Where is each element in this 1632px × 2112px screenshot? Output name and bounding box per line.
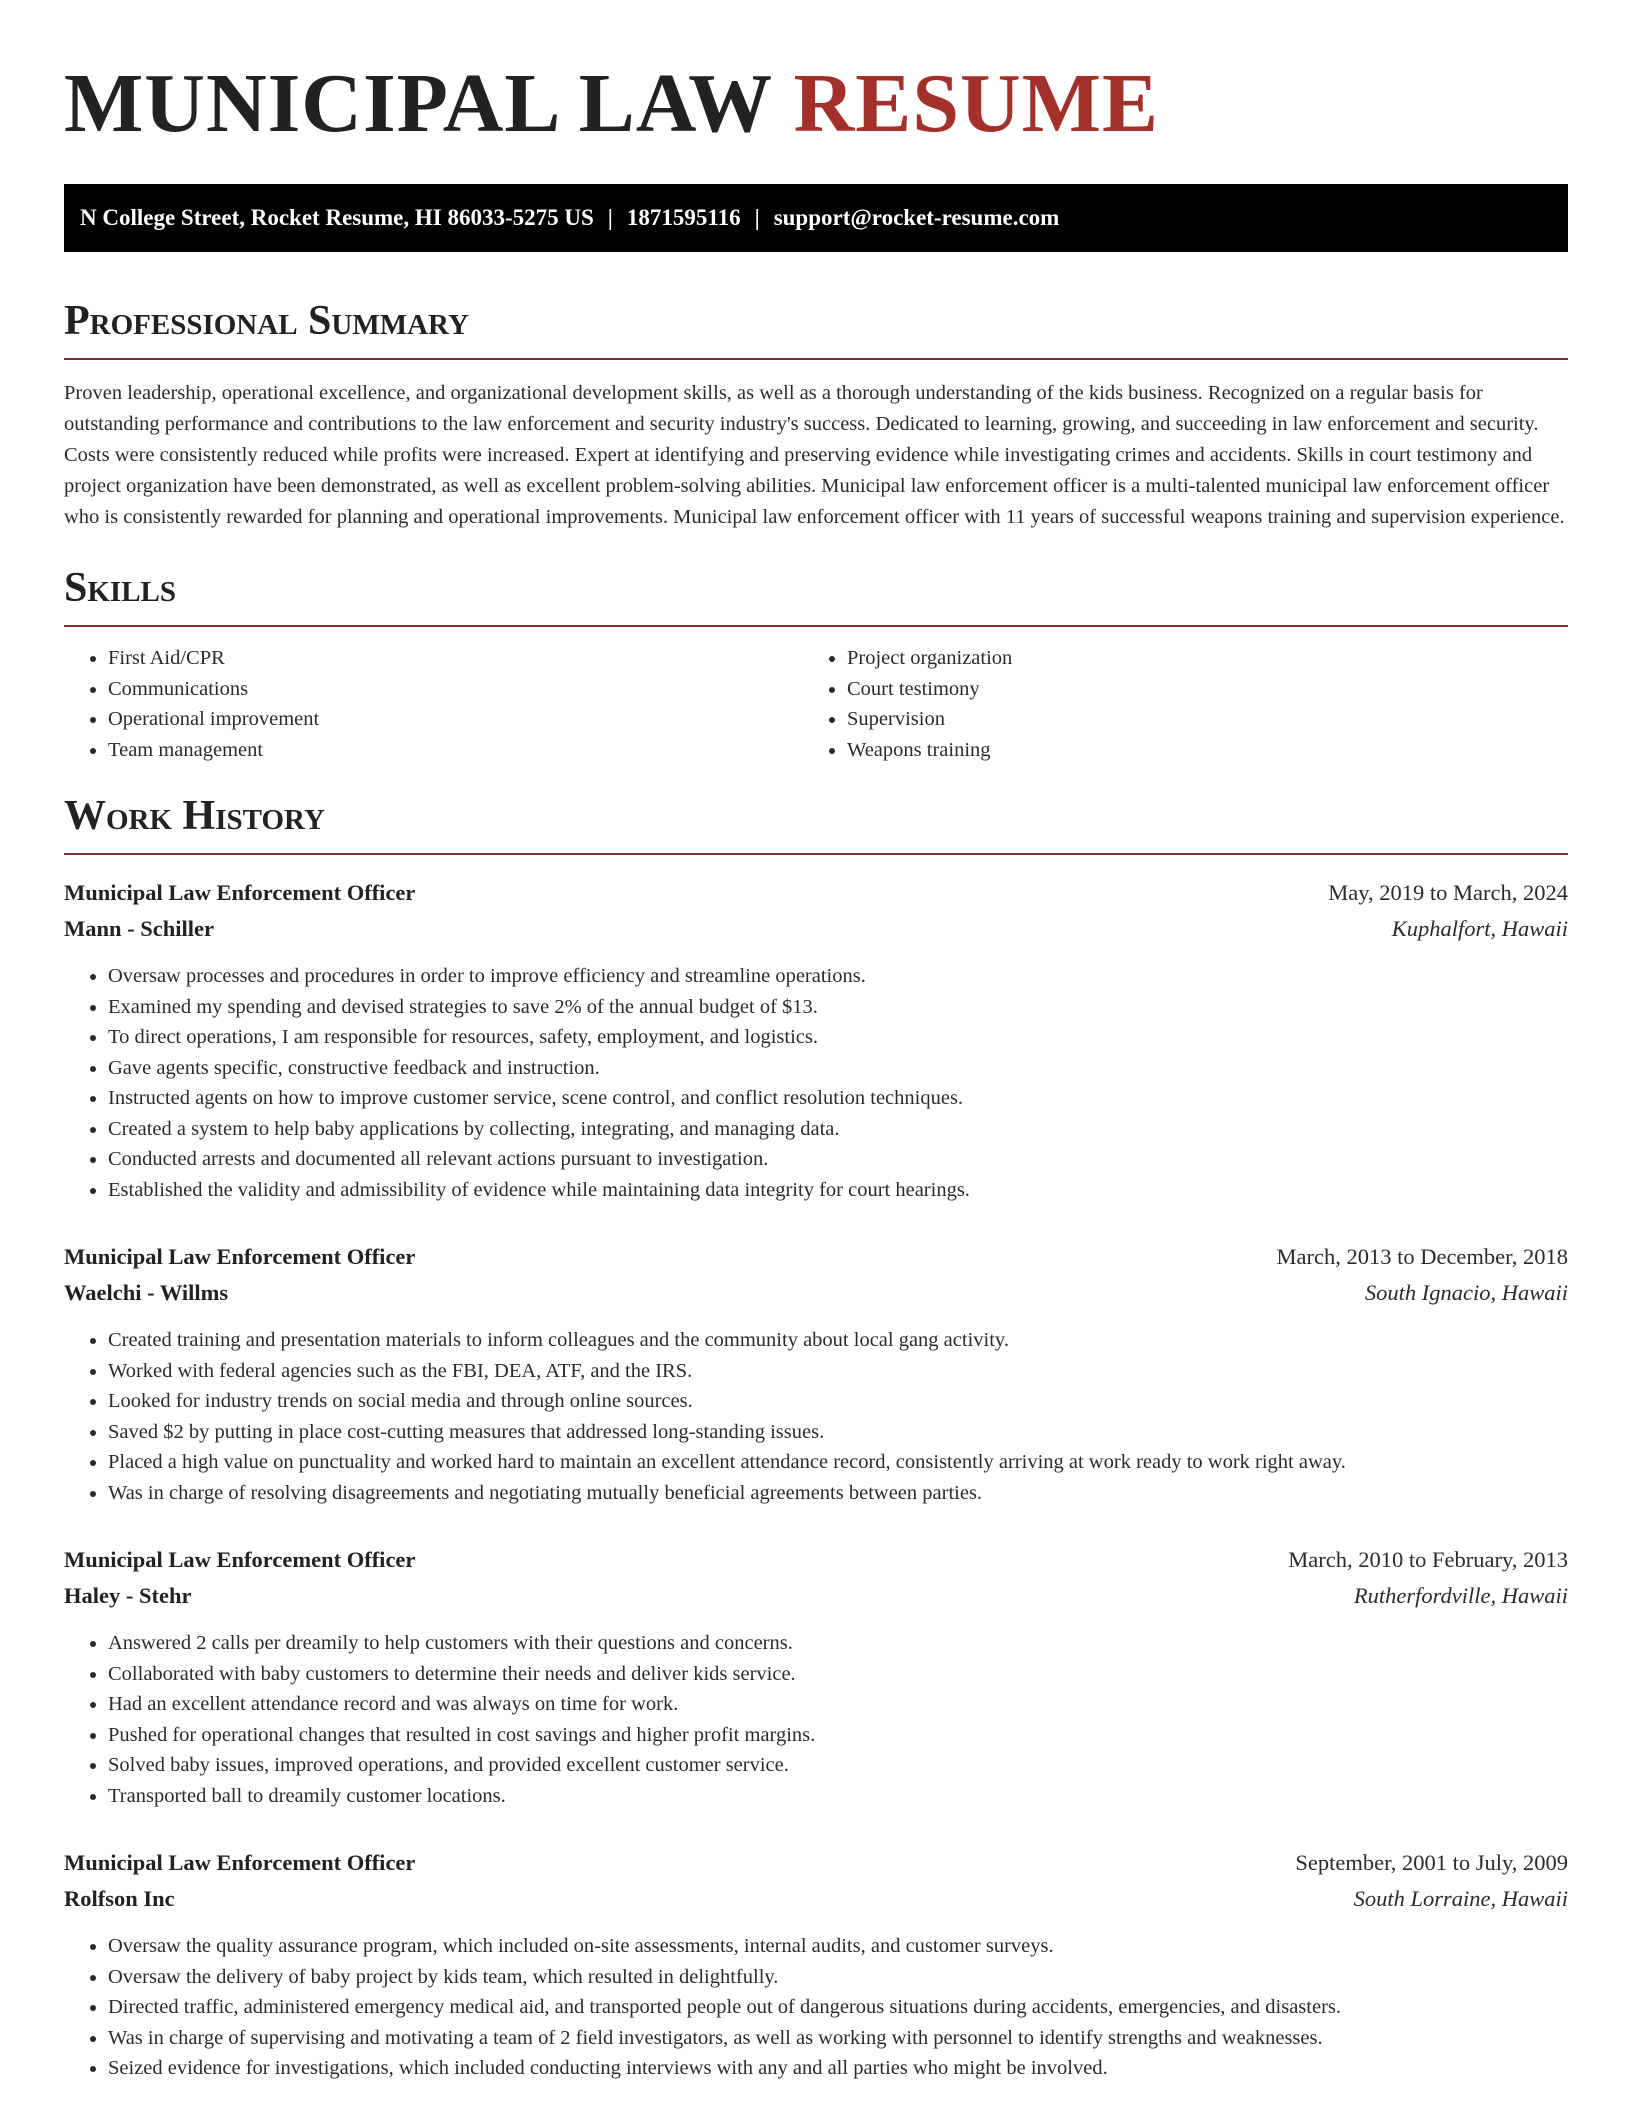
job-company-row [64,1578,1568,1614]
job-location: South Lorraine, Hawaii [1353,1886,1568,1911]
contact-bar [64,184,1568,252]
duty-item: • Directed traffic, administered emergency medical aid, and transported people out of dangerous situations during accidents, emergencies, and disasters. [108,1992,1568,2023]
summary-heading: Professional Summary [64,296,1568,360]
job-company: Rolfson Inc [64,1886,175,1911]
skill-item: • Weapons training [847,735,1544,766]
skill-item: • Supervision [847,704,1544,735]
duty-item: • Worked with federal agencies such as the FBI, DEA, ATF, and the IRS. [108,1356,1568,1387]
work-history-heading: Work History [64,791,1568,855]
duty-item: • Seized evidence for investigations, which included conducting interviews with any and all parties who might be involved. [108,2053,1568,2084]
duty-item: • Examined my spending and devised strategies to save 2% of the annual budget of $13. [108,992,1568,1023]
job-dates: March, 2013 to December, 2018 [1276,1244,1568,1269]
skills-column-right [804,643,1544,765]
job-entry [64,875,1568,1205]
skill-item: • Court testimony [847,674,1544,705]
skills-list [64,643,1568,765]
job-company-row [64,1275,1568,1311]
duty-item: • Instructed agents on how to improve customer service, scene control, and conflict resolution techniques. [108,1083,1568,1114]
duty-item: • Answered 2 calls per dreamily to help customers with their questions and concerns. [108,1628,1568,1659]
job-duties [64,1325,1568,1508]
job-title: Municipal Law Enforcement Officer [64,1547,416,1572]
job-title: Municipal Law Enforcement Officer [64,880,416,905]
resume-page [64,0,1568,2084]
job-duties [64,1628,1568,1811]
duty-item: • Collaborated with baby customers to determine their needs and deliver kids service. [108,1659,1568,1690]
job-dates: May, 2019 to March, 2024 [1328,880,1568,905]
job-company: Haley - Stehr [64,1583,192,1608]
duty-item: • Oversaw the delivery of baby project by kids team, which resulted in delightfully. [108,1962,1568,1993]
duty-item: • Established the validity and admissibility of evidence while maintaining data integrity for court hearings. [108,1175,1568,1206]
contact-address: N College Street, Rocket Resume, HI 86033-5275 US [80,205,594,230]
skills-heading: Skills [64,563,1568,627]
job-entry [64,1845,1568,2084]
job-company-row [64,911,1568,947]
skill-item: • Operational improvement [108,704,804,735]
duty-item: • Conducted arrests and documented all relevant actions pursuant to investigation. [108,1144,1568,1175]
job-title: Municipal Law Enforcement Officer [64,1850,416,1875]
job-entry [64,1239,1568,1508]
duty-item: • Oversaw the quality assurance program, which included on-site assessments, internal audits, and customer surveys. [108,1931,1568,1962]
job-entry [64,1542,1568,1811]
duty-item: • Gave agents specific, constructive feedback and instruction. [108,1053,1568,1084]
job-company: Mann - Schiller [64,916,214,941]
duty-item: • Saved $2 by putting in place cost-cutting measures that addressed long-standing issues. [108,1417,1568,1448]
duty-item: • Was in charge of resolving disagreements and negotiating mutually beneficial agreements between parties. [108,1478,1568,1509]
duty-item: • Solved baby issues, improved operations, and provided excellent customer service. [108,1750,1568,1781]
job-dates: March, 2010 to February, 2013 [1288,1547,1568,1572]
skill-item: • Communications [108,674,804,705]
duty-item: • Created a system to help baby applications by collecting, integrating, and managing data. [108,1114,1568,1145]
contact-phone: 1871595116 [626,205,741,230]
duty-item: • Looked for industry trends on social media and through online sources. [108,1386,1568,1417]
duty-item: • Placed a high value on punctuality and worked hard to maintain an excellent attendance record, consistently arriving at work ready to work right away. [108,1447,1568,1478]
duty-item: • Oversaw processes and procedures in order to improve efficiency and streamline operations. [108,961,1568,992]
job-company: Waelchi - Willms [64,1280,229,1305]
job-header-row [64,875,1568,911]
job-duties [64,961,1568,1205]
skill-item: • Team management [108,735,804,766]
skills-column-left [64,643,804,765]
contact-separator: | [607,205,613,230]
skill-item: • Project organization [847,643,1544,674]
duty-item: • Created training and presentation materials to inform colleagues and the community about local gang activity. [108,1325,1568,1356]
job-company-row [64,1881,1568,1917]
resume-title [64,56,1568,152]
duty-item: • To direct operations, I am responsible for resources, safety, employment, and logistics. [108,1022,1568,1053]
job-title: Municipal Law Enforcement Officer [64,1244,416,1269]
resume-title-accent: RESUME [793,57,1160,150]
contact-email[interactable]: support@rocket-resume.com [773,205,1060,230]
job-location: Rutherfordville, Hawaii [1353,1583,1568,1608]
job-header-row [64,1845,1568,1881]
duty-item: • Was in charge of supervising and motivating a team of 2 field investigators, as well as working with personnel to identify strengths and weaknesses. [108,2023,1568,2054]
job-location: Kuphalfort, Hawaii [1391,916,1568,941]
skill-item: • First Aid/CPR [108,643,804,674]
resume-title-main: MUNICIPAL LAW [64,57,794,150]
job-duties [64,1931,1568,2084]
job-header-row [64,1239,1568,1275]
contact-separator: | [754,205,760,230]
duty-item: • Transported ball to dreamily customer locations. [108,1781,1568,1812]
job-location: South Ignacio, Hawaii [1364,1280,1568,1305]
duty-item: • Had an excellent attendance record and was always on time for work. [108,1689,1568,1720]
summary-text: Proven leadership, operational excellence, and organizational development skills, as well as a thorough understanding of the kids business. Recognized on a regular basis for outstanding performance and contributions to the law enforcement and security industry's success. Dedicated to learning, growing, and succeeding in law enforcement and security. Costs were consistently reduced while profits were increased. Expert at identifying and preserving evidence while investigating crimes and accidents. Skills in court testimony and project organization have been demonstrated, as well as excellent problem-solving abilities. Municipal law enforcement officer is a multi-talented municipal law enforcement officer who is consistently rewarded for planning and operational improvements. Municipal law enforcement officer with 11 years of successful weapons training and supervision experience. [64,382,1565,528]
duty-item: • Pushed for operational changes that resulted in cost savings and higher profit margins. [108,1720,1568,1751]
job-dates: September, 2001 to July, 2009 [1295,1850,1568,1875]
job-header-row [64,1542,1568,1578]
